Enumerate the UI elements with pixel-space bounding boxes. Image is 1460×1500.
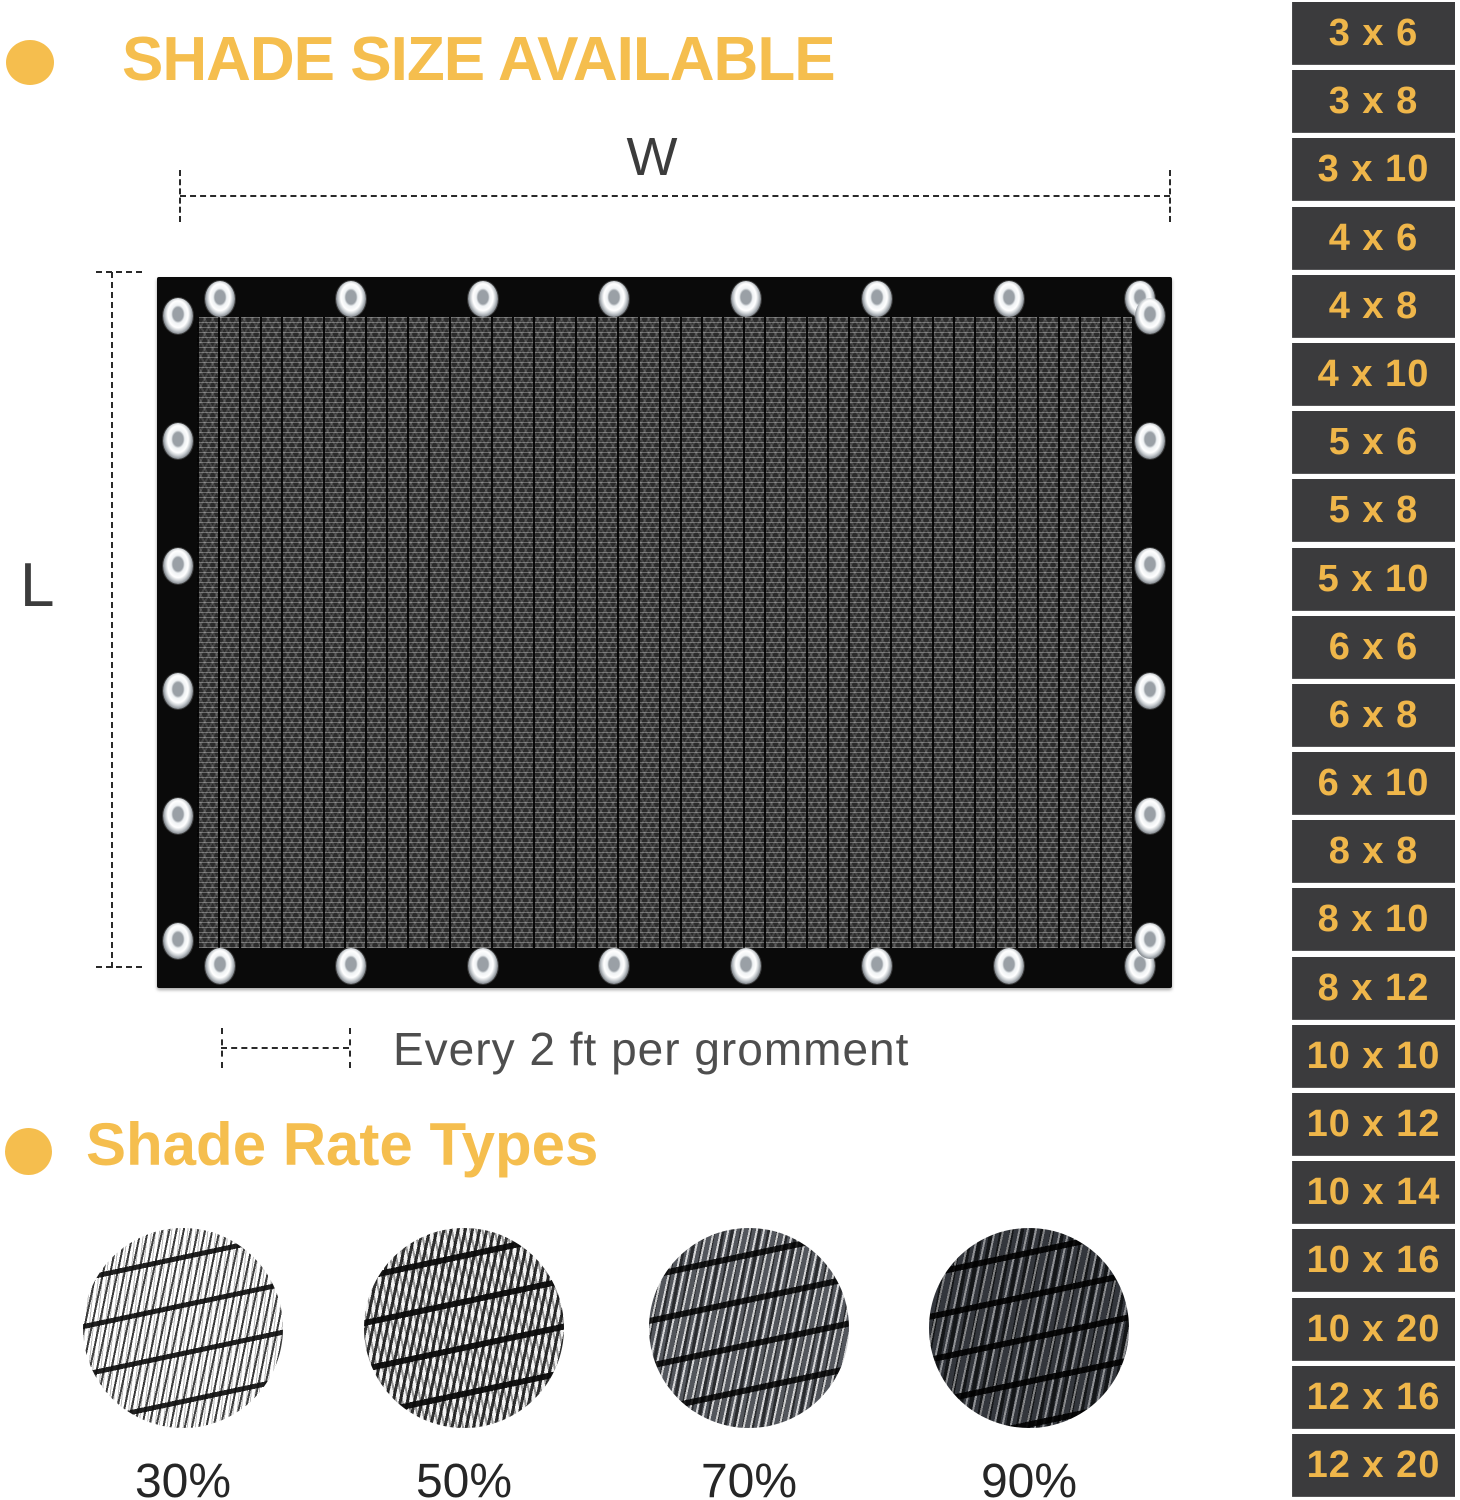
size-option: 6 x 10 bbox=[1292, 752, 1455, 815]
size-options-list bbox=[1292, 2, 1455, 1497]
grommet-icon bbox=[1135, 673, 1165, 709]
size-option: 4 x 10 bbox=[1292, 343, 1455, 406]
grommet-spacing-tick-right bbox=[349, 1028, 351, 1068]
grommet-icon bbox=[994, 281, 1024, 317]
grommet-icon bbox=[163, 923, 193, 959]
length-dimension-label: L bbox=[20, 551, 55, 620]
size-option: 4 x 6 bbox=[1292, 207, 1455, 270]
grommet-icon bbox=[468, 281, 498, 317]
grommet-icon bbox=[994, 948, 1024, 984]
width-dimension-tick-left bbox=[179, 170, 181, 222]
bullet-dot-icon bbox=[6, 40, 54, 85]
grommet-icon bbox=[731, 281, 761, 317]
grommet-icon bbox=[862, 948, 892, 984]
size-option: 3 x 10 bbox=[1292, 138, 1455, 201]
size-option: 8 x 12 bbox=[1292, 957, 1455, 1020]
mesh-sample-circle-70 bbox=[649, 1228, 849, 1428]
bullet-dot-icon bbox=[5, 1128, 52, 1175]
size-option: 12 x 16 bbox=[1292, 1366, 1455, 1429]
grommet-icon bbox=[163, 673, 193, 709]
grommet-icon bbox=[336, 281, 366, 317]
width-dimension-line bbox=[180, 195, 1170, 197]
width-dimension-label: W bbox=[626, 127, 678, 187]
size-option: 10 x 12 bbox=[1292, 1093, 1455, 1156]
section-title-shade-size: SHADE SIZE AVAILABLE bbox=[122, 25, 835, 94]
size-option: 3 x 8 bbox=[1292, 70, 1455, 133]
grommet-icon bbox=[599, 948, 629, 984]
size-option: 4 x 8 bbox=[1292, 275, 1455, 338]
grommet-icon bbox=[163, 423, 193, 459]
section-title-shade-rates: Shade Rate Types bbox=[86, 1111, 599, 1178]
grommet-icon bbox=[862, 281, 892, 317]
shade-rate-sample-30 bbox=[78, 1228, 288, 1500]
size-option: 10 x 20 bbox=[1292, 1298, 1455, 1361]
length-dimension-tick-bottom bbox=[96, 966, 142, 968]
shade-rate-label: 70% bbox=[700, 1455, 798, 1500]
grommet-icon bbox=[1135, 548, 1165, 584]
size-option: 5 x 8 bbox=[1292, 479, 1455, 542]
shade-rate-sample-50 bbox=[359, 1228, 569, 1500]
shade-rate-sample-90 bbox=[924, 1228, 1134, 1500]
size-option: 5 x 6 bbox=[1292, 411, 1455, 474]
grommet-icon bbox=[599, 281, 629, 317]
shade-rate-sample-70 bbox=[644, 1228, 854, 1500]
size-option: 8 x 8 bbox=[1292, 820, 1455, 883]
grommet-icon bbox=[1135, 798, 1165, 834]
width-dimension-tick-right bbox=[1169, 170, 1171, 222]
grommet-icon bbox=[163, 298, 193, 334]
size-option: 10 x 14 bbox=[1292, 1161, 1455, 1224]
mesh-sample-circle-50 bbox=[364, 1228, 564, 1428]
size-option: 5 x 10 bbox=[1292, 548, 1455, 611]
shade-net-illustration bbox=[157, 277, 1172, 988]
size-option: 3 x 6 bbox=[1292, 2, 1455, 65]
grommet-icon bbox=[163, 548, 193, 584]
size-option: 6 x 8 bbox=[1292, 684, 1455, 747]
grommet-icon bbox=[1135, 923, 1165, 959]
length-dimension-tick-top bbox=[96, 271, 142, 273]
shade-net-mesh-texture bbox=[197, 317, 1132, 948]
grommet-spacing-line bbox=[221, 1047, 349, 1049]
size-option: 10 x 10 bbox=[1292, 1025, 1455, 1088]
grommet-icon bbox=[163, 798, 193, 834]
grommet-spacing-note: Every 2 ft per gromment bbox=[393, 1023, 910, 1075]
size-option: 10 x 16 bbox=[1292, 1229, 1455, 1292]
grommet-icon bbox=[205, 281, 235, 317]
size-option: 12 x 20 bbox=[1292, 1434, 1455, 1497]
shade-rate-label: 50% bbox=[415, 1455, 513, 1500]
grommet-icon bbox=[205, 948, 235, 984]
size-option: 8 x 10 bbox=[1292, 888, 1455, 951]
shade-rate-label: 30% bbox=[134, 1455, 232, 1500]
grommet-icon bbox=[731, 948, 761, 984]
grommet-icon bbox=[1135, 298, 1165, 334]
mesh-sample-circle-90 bbox=[929, 1228, 1129, 1428]
grommet-icon bbox=[468, 948, 498, 984]
shade-rate-label: 90% bbox=[980, 1455, 1078, 1500]
mesh-sample-circle-30 bbox=[83, 1228, 283, 1428]
grommet-icon bbox=[1135, 423, 1165, 459]
size-option: 6 x 6 bbox=[1292, 616, 1455, 679]
length-dimension-line bbox=[111, 272, 113, 968]
grommet-icon bbox=[336, 948, 366, 984]
